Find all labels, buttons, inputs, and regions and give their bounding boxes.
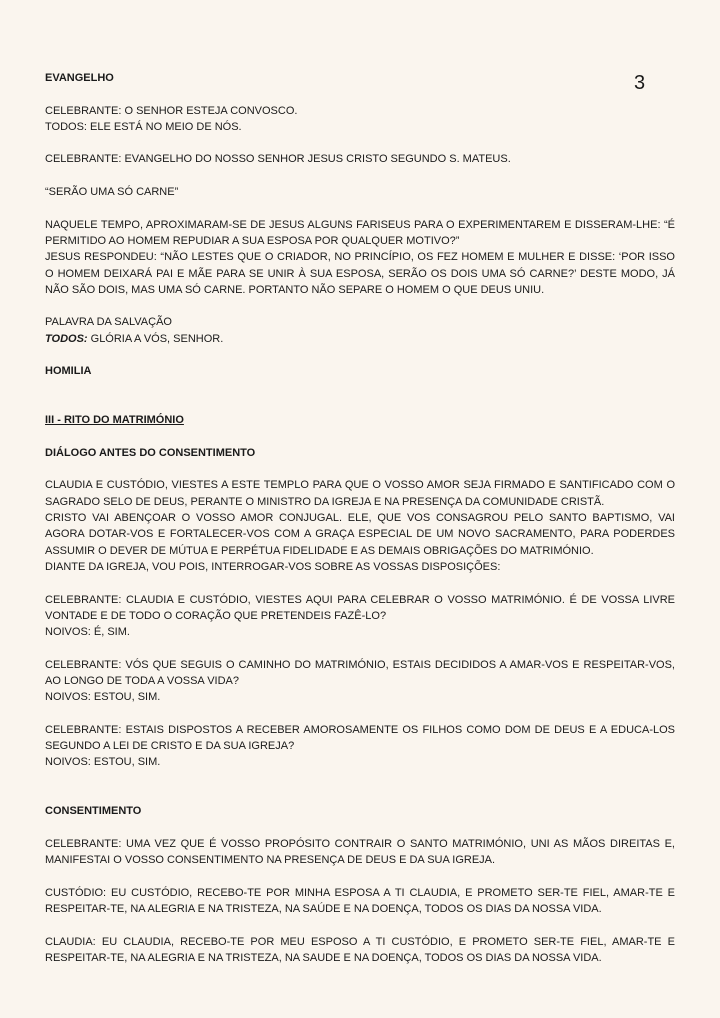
greeting-celebrante: CELEBRANTE: O SENHOR ESTEJA CONVOSCO. <box>45 104 298 117</box>
answer-2: NOIVOS: ESTOU, SIM. <box>45 691 161 704</box>
evangelho-heading: EVANGELHO <box>45 72 114 84</box>
response-text: GLÓRIA A VÓS, SENHOR. <box>87 332 224 345</box>
rito-heading: III - RITO DO MATRIMÓNIO <box>45 414 184 427</box>
greeting-todos: TODOS: ELE ESTÁ NO MEIO DE NÓS. <box>45 120 242 133</box>
gospel-reading-1: NAQUELE TEMPO, APROXIMARAM-SE DE JESUS ALGUNS FARISEUS PARA O EXPERIMENTAREM E DISSERAM-LHE: “É PERMITIDO AO HOMEM REPUDIAR A SUA ESPOSA POR QUALQUER MOTIVO?” <box>45 218 675 247</box>
gospel-response <box>45 331 675 347</box>
rito-intro-2: CRISTO VAI ABENÇOAR O VOSSO AMOR CONJUGAL. ELE, QUE VOS CONSAGROU PELO SANTO BAPTISMO, VAI AGORA DOTAR-VOS E FORTALECER-VOS COM A GRAÇA ESPECIAL DE UM NOVO SACRAMENTO, PARA PODERDES ASSUMIR O DEVER DE MÚTUA E PERPÉTUA FIDELIDADE E AS DEMAIS OBRIGAÇÕES DO MATRIMÓNIO. <box>45 512 675 557</box>
question-3: CELEBRANTE: ESTAIS DISPOSTOS A RECEBER AMOROSAMENTE OS FILHOS COMO DOM DE DEUS E A EDUCA-LOS SEGUNDO A LEI DE CRISTO E DA SUA IGREJA? <box>45 723 675 753</box>
answer-1: NOIVOS: É, SIM. <box>45 626 130 639</box>
answer-3: NOIVOS: ESTOU, SIM. <box>45 756 161 769</box>
gospel-reading-2: JESUS RESPONDEU: “NÃO LESTES QUE O CRIADOR, NO PRINCÍPIO, OS FEZ HOMEM E MULHER E DISSE: ‘POR ISSO O HOMEM DEIXARÁ PAI E MÃE PARA SE UNIR À SUA ESPOSA, SERÃO OS DOIS UMA SÓ CARNE?’ DESTE MODO, JÁ NÃO SÃO DOIS, MAS UMA SÓ CARNE. PORTANTO NÃO SEPARE O HOMEM O QUE DEUS UNIU. <box>45 251 675 296</box>
dialogo-heading: DIÁLOGO ANTES DO CONSENTIMENTO <box>45 446 256 459</box>
gospel-title: “SERÃO UMA SÓ CARNE” <box>45 186 179 199</box>
gospel-announcement: CELEBRANTE: EVANGELHO DO NOSSO SENHOR JESUS CRISTO SEGUNDO S. MATEUS. <box>45 153 511 166</box>
consentimento-claudia: CLAUDIA: EU CLAUDIA, RECEBO-TE POR MEU ESPOSO A TI CUSTÓDIO, E PROMETO SER-TE FIEL, AMAR-TE E RESPEITAR-TE, NA ALEGRIA E NA TRISTEZA, NA SAUDE E NA DOENÇA, TODOS OS DIAS DA NOSSA VIDA. <box>45 935 675 965</box>
consentimento-custodio: CUSTÓDIO: EU CUSTÓDIO, RECEBO-TE POR MINHA ESPOSA A TI CLAUDIA, E PROMETO SER-TE FIEL, AMAR-TE E RESPEITAR-TE, NA ALEGRIA E NA TRISTEZA, NA SAÚDE E NA DOENÇA, TODOS OS DIAS DA NOSSA VIDA. <box>45 886 675 916</box>
response-label: TODOS: <box>45 332 88 345</box>
rito-intro-3: DIANTE DA IGREJA, VOU POIS, INTERROGAR-VOS SOBRE AS VOSSAS DISPOSIÇÕES: <box>45 560 501 573</box>
rito-intro-1: CLAUDIA E CUSTÓDIO, VIESTES A ESTE TEMPLO PARA QUE O VOSSO AMOR SEJA FIRMADO E SANTIFICADO COM O SAGRADO SELO DE DEUS, PERANTE O MINISTRO DA IGREJA E NA PRESENÇA DA COMUNIDADE CRISTÃ. <box>45 479 675 508</box>
question-1: CELEBRANTE: CLAUDIA E CUSTÓDIO, VIESTES AQUI PARA CELEBRAR O VOSSO MATRIMÓNIO. É DE VOSSA LIVRE VONTADE E DE TODO O CORAÇÃO QUE PRETENDEIS FAZÊ-LO? <box>45 593 675 622</box>
homilia-heading: HOMILIA <box>45 365 92 378</box>
question-2: CELEBRANTE: VÓS QUE SEGUIS O CAMINHO DO MATRIMÓNIO, ESTAIS DECIDIDOS A AMAR-VOS E RESPEITAR-VOS, AO LONGO DE TODA A VOSSA VIDA? <box>45 658 675 687</box>
gospel-closing: PALAVRA DA SALVAÇÃO <box>45 316 172 329</box>
page-number: 3 <box>634 72 646 94</box>
consentimento-heading: CONSENTIMENTO <box>45 805 142 818</box>
document-body <box>45 64 675 966</box>
consentimento-celebrante: CELEBRANTE: UMA VEZ QUE É VOSSO PROPÓSITO CONTRAIR O SANTO MATRIMÓNIO, UNI AS MÃOS DIREITAS E, MANIFESTAI O VOSSO CONSENTIMENTO NA PRESENÇA DE DEUS E DA SUA IGREJA. <box>45 837 675 867</box>
